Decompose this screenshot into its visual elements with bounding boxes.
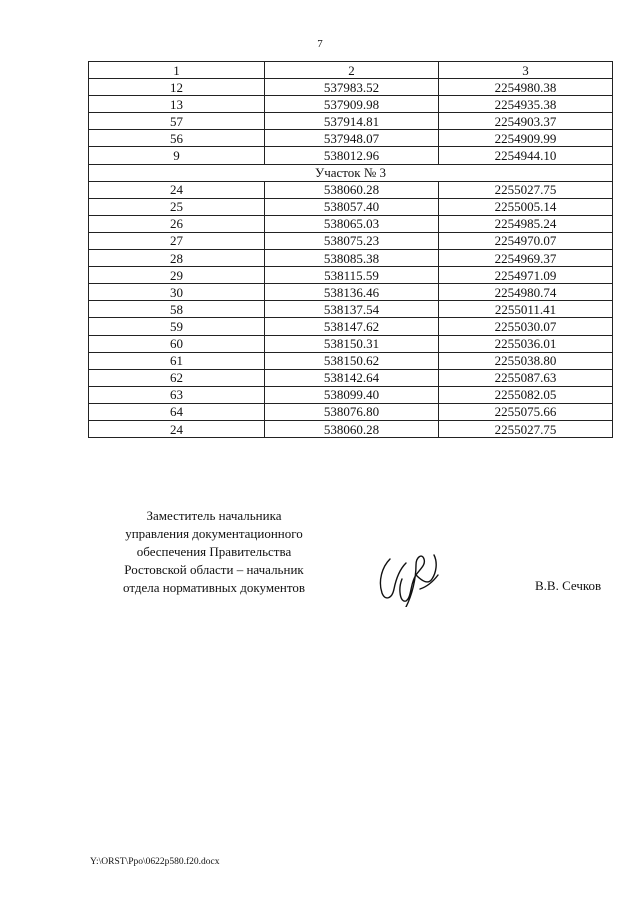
table-cell: 30: [89, 284, 265, 301]
table-cell: 538057.40: [265, 198, 439, 215]
table-cell: 2255075.66: [439, 403, 613, 420]
table-cell: 538099.40: [265, 386, 439, 403]
table-cell: 538150.62: [265, 352, 439, 369]
table-cell: 63: [89, 386, 265, 403]
table-cell: 538115.59: [265, 267, 439, 284]
table-cell: 1: [89, 62, 265, 79]
table-cell: 28: [89, 250, 265, 267]
table-cell: 537914.81: [265, 113, 439, 130]
table-cell: 24: [89, 181, 265, 198]
table-cell: 3: [439, 62, 613, 79]
table-cell: 538150.31: [265, 335, 439, 352]
table-cell: 2254969.37: [439, 250, 613, 267]
table-cell: 27: [89, 232, 265, 249]
position-line: отдела нормативных документов: [123, 580, 305, 595]
table-row: [89, 420, 613, 437]
table-row: [89, 113, 613, 130]
table-row: [89, 130, 613, 147]
table-cell: 537909.98: [265, 96, 439, 113]
table-cell: 26: [89, 215, 265, 232]
table-row: [89, 232, 613, 249]
table-cell: 538060.28: [265, 181, 439, 198]
table-cell: 24: [89, 420, 265, 437]
table-cell: 538075.23: [265, 232, 439, 249]
table-cell: 538137.54: [265, 301, 439, 318]
position-line: управления документационного: [125, 526, 303, 541]
section-title: Участок № 3: [89, 164, 613, 181]
table-cell: 2254980.74: [439, 284, 613, 301]
table-cell: 12: [89, 79, 265, 96]
table-row: [89, 147, 613, 164]
table-cell: 62: [89, 369, 265, 386]
table-cell: 13: [89, 96, 265, 113]
table-cell: 538142.64: [265, 369, 439, 386]
table-row: [89, 386, 613, 403]
file-path: Y:\ORST\Ppo\0622p580.f20.docx: [90, 857, 220, 867]
table-cell: 56: [89, 130, 265, 147]
table-row: [89, 215, 613, 232]
table-cell: 2254980.38: [439, 79, 613, 96]
table-cell: 2255011.41: [439, 301, 613, 318]
table-cell: 2254903.37: [439, 113, 613, 130]
table-row: [89, 284, 613, 301]
table-row: [89, 352, 613, 369]
table-cell: 2254985.24: [439, 215, 613, 232]
table-cell: 538085.38: [265, 250, 439, 267]
table-row: [89, 403, 613, 420]
table-row: [89, 250, 613, 267]
table-row: [89, 267, 613, 284]
table-cell: 2: [265, 62, 439, 79]
table-cell: 537983.52: [265, 79, 439, 96]
table-cell: 2255082.05: [439, 386, 613, 403]
table-header-row: [89, 62, 613, 79]
signatory-name: В.В. Сечков: [535, 578, 602, 593]
table-cell: 2255087.63: [439, 369, 613, 386]
table-cell: 2255027.75: [439, 420, 613, 437]
table-cell: 538012.96: [265, 147, 439, 164]
position-line: Ростовской области – начальник: [124, 562, 304, 577]
table-cell: 2254944.10: [439, 147, 613, 164]
table-cell: 2255038.80: [439, 352, 613, 369]
table-cell: 60: [89, 335, 265, 352]
table-cell: 58: [89, 301, 265, 318]
signatory-position: [100, 507, 328, 597]
table-cell: 57: [89, 113, 265, 130]
table-cell: 2254935.38: [439, 96, 613, 113]
position-line: обеспечения Правительства: [136, 544, 292, 559]
table-cell: 61: [89, 352, 265, 369]
table-cell: 2254971.09: [439, 267, 613, 284]
table-row: [89, 79, 613, 96]
table-cell: 9: [89, 147, 265, 164]
position-line: Заместитель начальника: [146, 508, 282, 523]
handwritten-signature: [376, 545, 446, 607]
table-cell: 537948.07: [265, 130, 439, 147]
table-cell: 2254970.07: [439, 232, 613, 249]
table-cell: 538060.28: [265, 420, 439, 437]
table-cell: 538065.03: [265, 215, 439, 232]
table-cell: 2255030.07: [439, 318, 613, 335]
table-row: [89, 301, 613, 318]
page-number: 7: [317, 38, 323, 50]
table-cell: 25: [89, 198, 265, 215]
table-row: [89, 181, 613, 198]
table-cell: 2255036.01: [439, 335, 613, 352]
table-cell: 538147.62: [265, 318, 439, 335]
table-row: [89, 96, 613, 113]
table-cell: 538136.46: [265, 284, 439, 301]
table-row: [89, 318, 613, 335]
table-cell: 2254909.99: [439, 130, 613, 147]
section-row: [89, 164, 613, 181]
coordinates-table: [88, 61, 613, 438]
table-cell: 2255027.75: [439, 181, 613, 198]
table-cell: 2255005.14: [439, 198, 613, 215]
table-cell: 64: [89, 403, 265, 420]
table-cell: 29: [89, 267, 265, 284]
table-cell: 59: [89, 318, 265, 335]
table-row: [89, 369, 613, 386]
table-row: [89, 335, 613, 352]
table-cell: 538076.80: [265, 403, 439, 420]
table-row: [89, 198, 613, 215]
